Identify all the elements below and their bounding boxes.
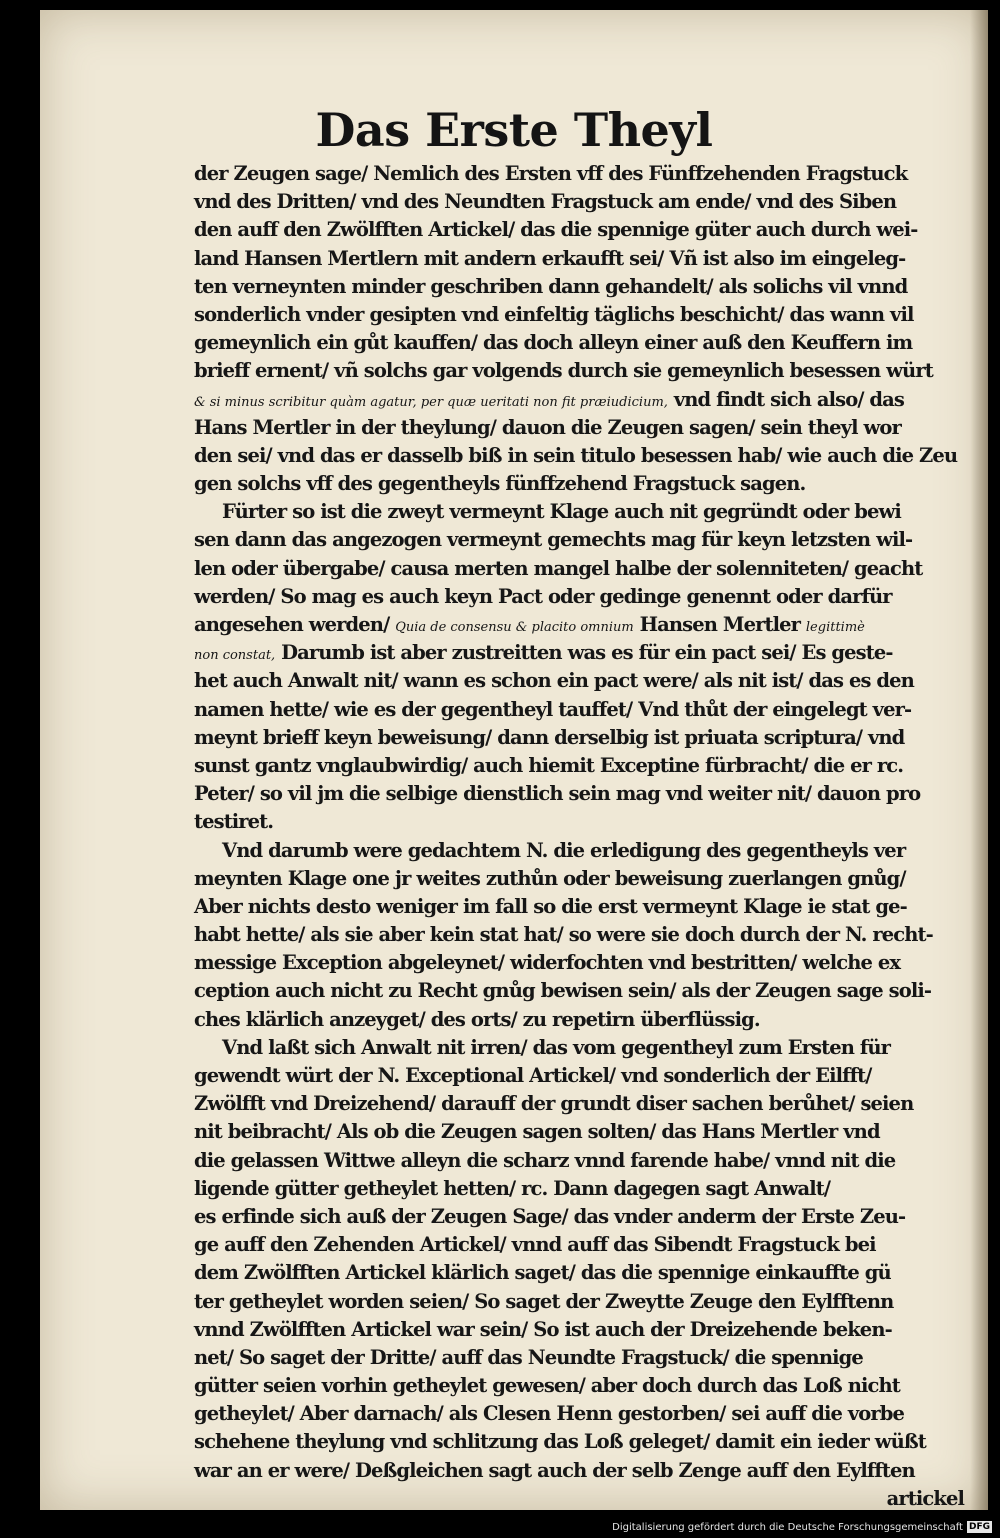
text-line [194, 893, 964, 921]
text-line [194, 1372, 964, 1400]
text-line [194, 780, 964, 808]
text-line [194, 470, 964, 498]
line-text: meynt brieff keyn beweisung/ dann derselbig ist priuata scriptura/ vnd [194, 725, 905, 749]
line-text: Hans Mertler in der theylung/ dauon die Zeugen sagen/ sein theyl wor [194, 415, 901, 439]
running-head: Das Erste Theyl [315, 103, 713, 157]
text-line [194, 667, 964, 695]
text-line [194, 1034, 964, 1062]
line-text: nit beibracht/ Als ob die Zeugen sagen solten/ das Hans Mertler vnd [194, 1120, 880, 1144]
line-text: sen dann das angezogen vermeynt gemechts mag für keyn letzsten wil- [194, 528, 913, 552]
catchword: artickel [886, 1486, 964, 1510]
line-text: Vnd darumb were gedachtem N. die erledigung des gegentheyls ver [222, 838, 906, 862]
line-text: gen solchs vff des gegentheyls fünffzehend Fragstuck sagen. [194, 472, 806, 496]
line-text: Aber nichts desto weniger im fall so die erst vermeynt Klage ie stat ge- [194, 894, 907, 918]
line-text: habt hette/ als sie aber kein stat hat/ so were sie doch durch der N. recht- [194, 923, 933, 947]
line-text: meynten Klage one jr weites zuthůn oder beweisung zuerlangen gnůg/ [194, 866, 906, 890]
text-line [194, 1259, 964, 1287]
text-line [194, 1288, 964, 1316]
text-line [194, 1062, 964, 1090]
text-line [194, 1006, 964, 1034]
line-text: len oder übergabe/ causa merten mangel halbe der solenniteten/ geacht [194, 556, 923, 580]
funding-note: Digitalisierung gefördert durch die Deutsche Forschungsgemeinschaft [612, 1521, 963, 1533]
line-text: den auff den Zwölfften Artickel/ das die spennige güter auch durch wei- [194, 218, 918, 242]
line-text: ter getheylet worden seien/ So saget der Zweytte Zeuge den Eylfftenn [194, 1289, 894, 1313]
line-text: net/ So saget der Dritte/ auff das Neundte Fragstuck/ die spennige [194, 1345, 863, 1369]
text-line [194, 555, 964, 583]
book-page [40, 10, 988, 1510]
text-line [194, 611, 964, 639]
line-text: sunst gantz vnglaubwirdig/ auch hiemit Exceptine fürbracht/ die er rc. [194, 753, 904, 777]
text-line [194, 837, 964, 865]
line-text: gewendt würt der N. Exceptional Artickel/ vnd sonderlich der Eilfft/ [194, 1064, 872, 1087]
text-line [194, 1457, 964, 1485]
line-text: ten verneynten minder geschriben dann gehandelt/ als solichs vil vnnd [194, 274, 908, 298]
line-text: Darumb ist aber zustreitten was es für ein pact sei/ Es geste- [281, 641, 893, 665]
latin-gloss: Quia de consensu & placito omnium [395, 620, 634, 635]
text-block [194, 160, 964, 1513]
line-text: war an er were/ Deßgleichen sagt auch der selb Zenge auff den Eylfften [194, 1458, 915, 1482]
text-line [194, 977, 964, 1005]
text-line [194, 414, 964, 442]
text-line [194, 1203, 964, 1231]
text-line [194, 188, 964, 216]
line-text: die gelassen Wittwe alleyn die scharz vnnd farende habe/ vnnd nit die [194, 1148, 896, 1172]
line-text: ches klärlich anzeyget/ des orts/ zu repetirn überflüssig. [194, 1007, 760, 1031]
text-line [194, 329, 964, 357]
line-text: Fürter so ist die zweyt vermeynt Klage auch nit gegründt oder bewi [222, 500, 901, 524]
text-line [194, 1231, 964, 1259]
text-line [194, 216, 964, 244]
line-text: es erfinde sich auß der Zeugen Sage/ das vnder anderm der Erste Zeu- [194, 1204, 906, 1228]
line-text: Peter/ so vil jm die selbige dienstlich sein mag vnd weiter nit/ dauon pro [194, 782, 921, 806]
line-text: den sei/ vnd das er dasselb biß in sein titulo besessen hab/ wie auch die Zeu [194, 443, 958, 467]
text-line [194, 245, 964, 273]
line-text: messige Exception abgeleynet/ widerfochten vnd bestritten/ welche ex [194, 951, 901, 975]
text-line [194, 442, 964, 470]
line-text: namen hette/ wie es der gegentheyl tauffet/ Vnd thůt der eingelegt ver- [194, 697, 912, 721]
line-text: Hansen Mertler [639, 613, 800, 636]
text-line [194, 583, 964, 611]
line-text: ligende gütter getheylet hetten/ rc. Dann dagegen sagt Anwalt/ [194, 1176, 831, 1200]
line-text: schehene theylung vnd schlitzung das Loß geleget/ damit ein ieder wüßt [194, 1430, 926, 1454]
text-line [194, 808, 964, 836]
line-text: sonderlich vnder gesipten vnd einfeltig täglichs beschicht/ das wann vil [194, 302, 914, 326]
text-line [194, 1175, 964, 1203]
line-text: vnd findt sich also/ das [673, 387, 904, 411]
line-text: testiret. [194, 810, 274, 834]
line-text-lead: angesehen werden/ [194, 613, 390, 636]
line-text: Vnd laßt sich Anwalt nit irren/ das vom gegentheyl zum Ersten für [222, 1035, 891, 1059]
line-text: brieff ernent/ vñ solchs gar volgends durch sie gemeynlich besessen würt [194, 359, 933, 383]
line-text: werden/ So mag es auch keyn Pact oder gedinge genennt oder darfür [194, 584, 892, 608]
text-line [194, 1147, 964, 1175]
text-line [194, 160, 964, 188]
line-text: ge auff den Zehenden Artickel/ vnnd auff das Sibendt Fragstuck bei [194, 1233, 876, 1257]
text-line [194, 696, 964, 724]
text-line [194, 1400, 964, 1428]
text-line [194, 1428, 964, 1456]
line-text: vnd des Dritten/ vnd des Neundten Fragstuck am ende/ vnd des Siben [194, 190, 897, 214]
line-text: getheylet/ Aber darnach/ als Clesen Henn gestorben/ sei auff die vorbe [194, 1402, 905, 1426]
text-line [194, 1316, 964, 1344]
latin-gloss: & si minus scribitur quàm agatur, per quæ ueritati non fit præiudicium, [194, 394, 668, 410]
text-line [194, 752, 964, 780]
text-line [194, 865, 964, 893]
text-line [194, 273, 964, 301]
text-line [194, 949, 964, 977]
text-line [194, 724, 964, 752]
text-line [194, 921, 964, 949]
text-line [194, 301, 964, 329]
text-line [194, 1118, 964, 1146]
line-text: Zwölfft vnd Dreizehend/ darauff der grundt diser sachen berůhet/ seien [194, 1092, 914, 1116]
line-text: der Zeugen sage/ Nemlich des Ersten vff des Fünffzehenden Fragstuck [194, 162, 908, 185]
latin-gloss: legittimè [805, 620, 865, 635]
line-text: het auch Anwalt nit/ wann es schon ein pact were/ als nit ist/ das es den [194, 669, 914, 693]
page-binding-shadow [970, 10, 988, 1510]
text-line [194, 1344, 964, 1372]
line-text: vnnd Zwölfften Artickel war sein/ So ist auch der Dreizehende beken- [194, 1317, 892, 1341]
text-line [194, 639, 964, 667]
text-line [194, 526, 964, 554]
latin-gloss: non constat, [194, 648, 276, 664]
dfg-logo: DFG [968, 1522, 990, 1532]
footer-bar [612, 1519, 992, 1535]
line-text: ception auch nicht zu Recht gnůg bewisen sein/ als der Zeugen sage soli- [194, 979, 932, 1003]
line-text: dem Zwölfften Artickel klärlich saget/ das die spennige einkauffte gü [194, 1261, 891, 1285]
text-line [194, 357, 964, 385]
line-text: gemeynlich ein gůt kauffen/ das doch alleyn einer auß den Keuffern im [194, 331, 913, 355]
line-text: gütter seien vorhin getheylet gewesen/ aber doch durch das Loß nicht [194, 1374, 900, 1398]
text-line [194, 1090, 964, 1118]
line-text: land Hansen Mertlern mit andern erkaufft sei/ Vñ ist also im eingeleg- [194, 246, 906, 270]
text-line [194, 386, 964, 414]
text-line [194, 498, 964, 526]
